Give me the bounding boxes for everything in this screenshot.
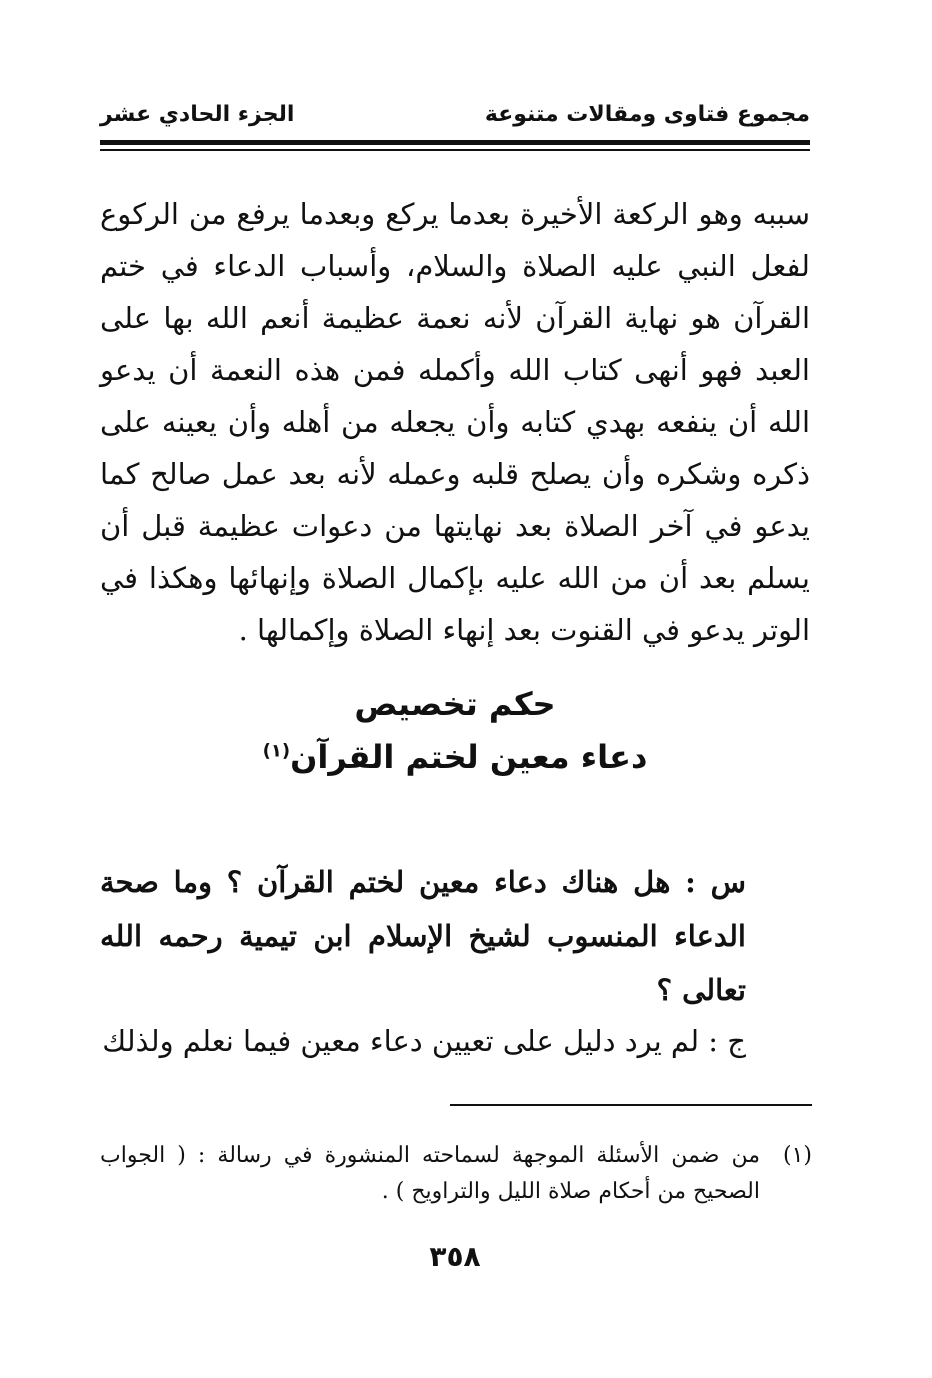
page-number: ٣٥٨ [429,1240,481,1273]
answer-text: ج : لم يرد دليل على تعيين دعاء معين فيما نعلم ولذلك [102,1024,746,1058]
footnote-separator [450,1104,812,1106]
question-text: س : هل هناك دعاء معين لختم القرآن ؟ وما صحة الدعاء المنسوب لشيخ الإسلام ابن تيمية رحمه الله تعالى ؟ [100,865,746,1007]
footnote-number: (١) [782,1143,812,1168]
book-title: مجموع فتاوى ومقالات متنوعة [484,102,810,127]
header-rule-thick [100,140,810,145]
section-heading-text: دعاء معين لختم القرآن [290,738,648,776]
footnote-marker: (١) [262,740,291,762]
footnote-text: من ضمن الأسئلة الموجهة لسماحته المنشورة في رسالة : ( الجواب الصحيح من أحكام صلاة الليل والتراويح ) . [100,1143,760,1204]
header-rule-thin [100,149,810,151]
body-paragraph: سببه وهو الركعة الأخيرة بعدما يركع وبعدما يرفع من الركوع لفعل النبي عليه الصلاة والسلام، وأسباب الدعاء في ختم القرآن هو نهاية القرآن لأنه نعمة عظيمة أنعم الله بها على العبد فهو أنهى كتاب الله وأكمله فمن هذه النعمة أن يدعو الله أن ينفعه بهدي كتابه وأن يجعله من أهله وأن يعينه على ذكره وشكره وأن يصلح قلبه وعمله لأنه بعد عمل صالح كما يدعو في آخر الصلاة بعد نهايتها من دعوات عظيمة قبل أن يسلم بعد أن من الله عليه بإكمال الصلاة وإنهائها وهكذا في الوتر يدعو في القنوت بعد إنهاء الصلاة وإكمالها . [100,197,810,647]
running-header [100,98,810,138]
volume-label: الجزء الحادي عشر [100,102,295,127]
section-heading-line1: حكم تخصيص [354,685,556,723]
section-heading-line2 [100,738,810,776]
